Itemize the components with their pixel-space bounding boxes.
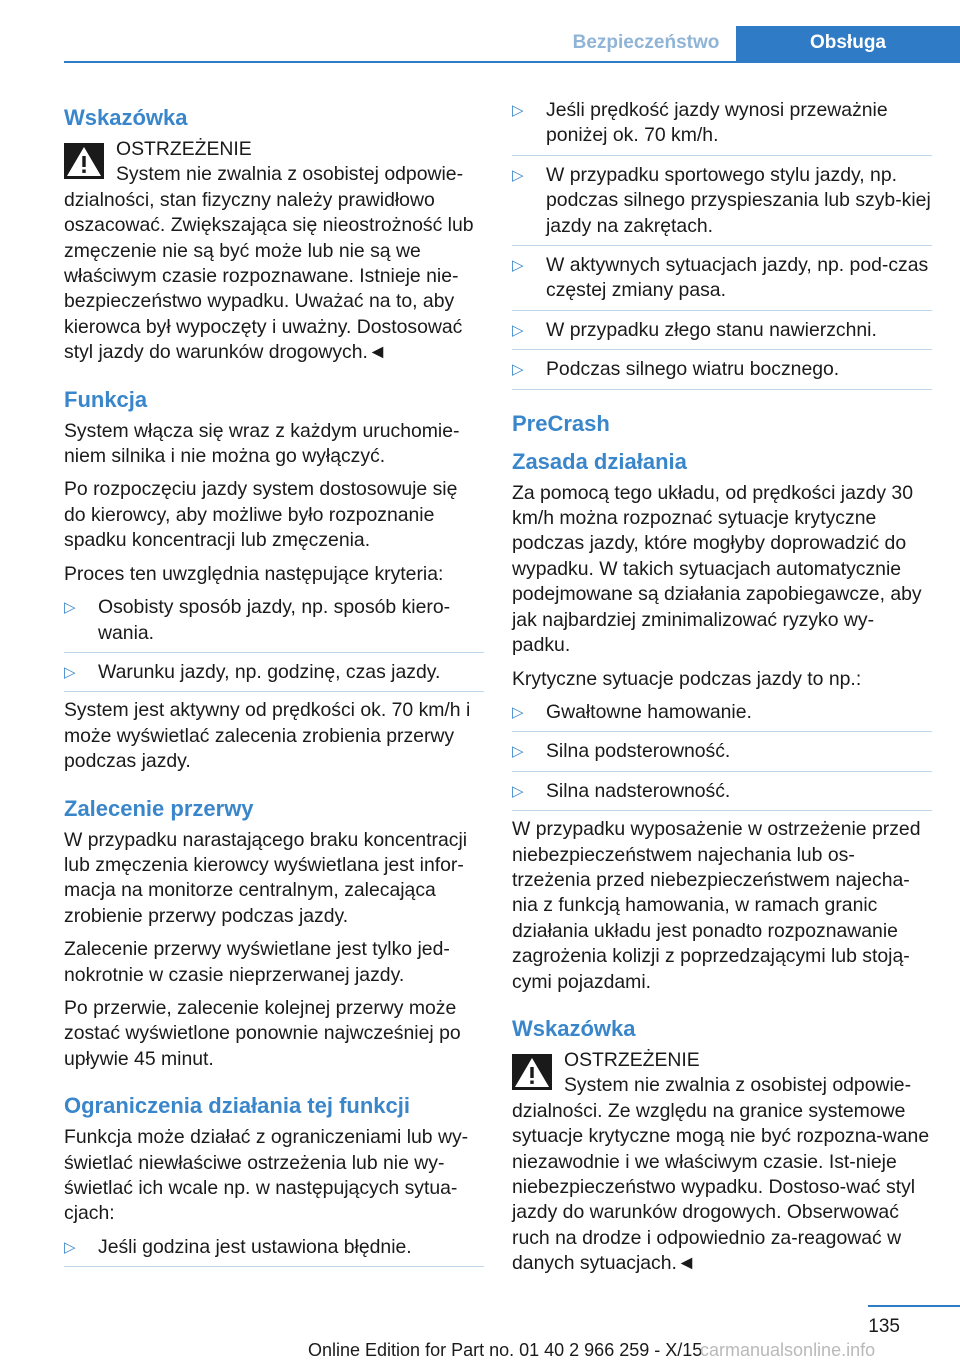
paragraph: System jest aktywny od prędkości ok. 70 km/h i może wyświetlać zalecenia zrobienia przerwy podczas jazdy. xyxy=(64,699,471,773)
note-heading: Wskazówka xyxy=(512,1015,636,1041)
paragraph: W przypadku wyposażenie w ostrzeżenie przed niebezpieczeństwem najechania lub os‐trzeżenia przed niebezpieczeństwem najecha‐nia z funkcją hamowania, w ramach granic działania układu jest ponadto rozpoznawanie zagrożenia kolizji z poprzedzającymi lub stoją‐cymi pojazdami. xyxy=(512,818,921,993)
section-heading-break: Zalecenie przerwy xyxy=(64,795,254,821)
warning-box xyxy=(512,1048,932,1277)
triangle-right-icon: ▷ xyxy=(64,599,76,617)
warning-triangle-icon xyxy=(512,1054,552,1090)
triangle-right-icon: ▷ xyxy=(64,1238,76,1256)
chapter-tab: Obsługa xyxy=(736,26,960,62)
section-heading-funkcja: Funkcja xyxy=(64,386,148,412)
warning-text: System nie zwalnia z osobistej odpowie‐dzialności, stan fizyczny należy prawidłowo oszacować. Zwiększająca się nieostrożność lub zmęczenie nie są być może lub nie są we właściwym czasie rozpoznawane. Istnieje nie‐bezpieczeństwo wypadku. Uważać na to, aby kierowca był wypoczęty i uważny. Dostosować styl jazdy do warunków drogowych.◄ xyxy=(64,163,474,364)
section-heading-limits: Ograniczenia działania tej funkcji xyxy=(64,1093,410,1119)
right-column xyxy=(512,98,932,1285)
watermark-text: carmanualsonline.info xyxy=(700,1340,876,1360)
triangle-right-icon: ▷ xyxy=(512,782,524,800)
paragraph: Krytyczne sytuacje podczas jazdy to np.: xyxy=(512,667,862,690)
footer-rule xyxy=(868,1305,960,1307)
left-column xyxy=(64,98,484,1273)
paragraph: Proces ten uwzględnia następujące kryteria: xyxy=(64,562,444,585)
paragraph: Po rozpoczęciu jazdy system dostosowuje się do kierowcy, aby możliwe było rozpoznanie spadku koncentracji lub zmęczenia. xyxy=(64,478,458,552)
paragraph: Zalecenie przerwy wyświetlane jest tylko jed‐nokrotnie w czasie nieprzerwanej jazdy. xyxy=(64,938,450,986)
triangle-right-icon: ▷ xyxy=(512,703,524,721)
paragraph: Po przerwie, zalecenie kolejnej przerwy może zostać wyświetlone ponownie najwcześniej po upływie 45 minut. xyxy=(64,996,461,1070)
triangle-right-icon: ▷ xyxy=(64,663,76,681)
list-item: ▷ Gwałtowne hamowanie. xyxy=(512,700,932,732)
triangle-right-icon: ▷ xyxy=(512,743,524,761)
page-number: 135 xyxy=(868,1316,900,1337)
section-heading-principle: Zasada działania xyxy=(512,448,687,474)
list-item: ▷ W przypadku złego stanu nawierzchni. xyxy=(512,318,932,350)
list-item: ▷ Podczas silnego wiatru bocznego. xyxy=(512,357,932,389)
section-tab: Bezpieczeństwo xyxy=(572,32,720,53)
limits-list xyxy=(64,1235,484,1267)
warning-title: OSTRZEŻENIE xyxy=(564,1048,700,1071)
list-item: ▷ Silna podsterowność. xyxy=(512,739,932,771)
triangle-right-icon: ▷ xyxy=(512,361,524,379)
warning-text: System nie zwalnia z osobistej odpowie‐dzialności. Ze względu na granice systemowe sytuacje krytyczne mogą nie być rozpozna‐wane niezawodnie i we właściwym czasie. Ist‐nieje niebezpieczeństwo wypadku. Dostoso‐wać styl jazdy do warunków drogowych. Obserwować ruch na drodze i odpowiednio za‐reagować w danych sytuacjach.◄ xyxy=(512,1074,930,1275)
warning-box xyxy=(64,137,484,366)
header-rule xyxy=(64,61,960,63)
paragraph: System włącza się wraz z każdym uruchomie‐niem silnika i nie można go wyłączyć. xyxy=(64,419,460,468)
list-item: ▷ Silna nadsterowność. xyxy=(512,779,932,811)
note-heading: Wskazówka xyxy=(64,105,188,130)
triangle-right-icon: ▷ xyxy=(512,166,524,184)
list-item: ▷ W aktywnych sytuacjach jazdy, np. pod‐czas częstej zmiany pasa. xyxy=(512,253,932,311)
limits-list-continued xyxy=(512,98,932,390)
list-item: ▷ Jeśli prędkość jazdy wynosi przeważnie poniżej ok. 70 km/h. xyxy=(512,98,932,156)
paragraph: Za pomocą tego układu, od prędkości jazdy 30 km/h można rozpoznać sytuacje krytyczne podczas jazdy, które mogłyby doprowadzić do wypadku. W takich sytuacjach automatycznie podejmowane są działania zapobiegawcze, aby jak najbardziej zminimalizować ryzyko wy‐padku. xyxy=(512,481,922,657)
edition-text: Online Edition for Part no. 01 40 2 966 259 - X/15 xyxy=(308,1340,703,1360)
triangle-right-icon: ▷ xyxy=(512,321,524,339)
paragraph: W przypadku narastającego braku koncentracji lub zmęczenia kierowcy wyświetlana jest infor‐macja na monitorze centralnym, zalecająca zrobienie przerwy podczas jazdy. xyxy=(64,828,468,927)
warning-title: OSTRZEŻENIE xyxy=(116,138,252,160)
triangle-right-icon: ▷ xyxy=(512,102,524,119)
criteria-list xyxy=(64,595,484,692)
page-header xyxy=(0,0,960,62)
triangle-right-icon: ▷ xyxy=(512,257,524,275)
list-item: ▷ Jeśli godzina jest ustawiona błędnie. xyxy=(64,1235,484,1267)
paragraph: Funkcja może działać z ograniczeniami lub wy‐świetlać niewłaściwe ostrzeżenia lub nie wy‐świetlać ich wcale np. w następujących sytua‐cjach: xyxy=(64,1126,469,1225)
list-item: ▷ Warunku jazdy, np. godzinę, czas jazdy. xyxy=(64,660,484,692)
list-item: ▷ Osobisty sposób jazdy, np. sposób kiero‐wania. xyxy=(64,595,484,653)
critical-list xyxy=(512,700,932,811)
warning-triangle-icon xyxy=(64,143,104,179)
list-item: ▷ W przypadku sportowego stylu jazdy, np. podczas silnego przyspieszania lub szyb‐kiej jazdy na zakrętach. xyxy=(512,163,932,246)
section-heading-precrash: PreCrash xyxy=(512,410,610,436)
